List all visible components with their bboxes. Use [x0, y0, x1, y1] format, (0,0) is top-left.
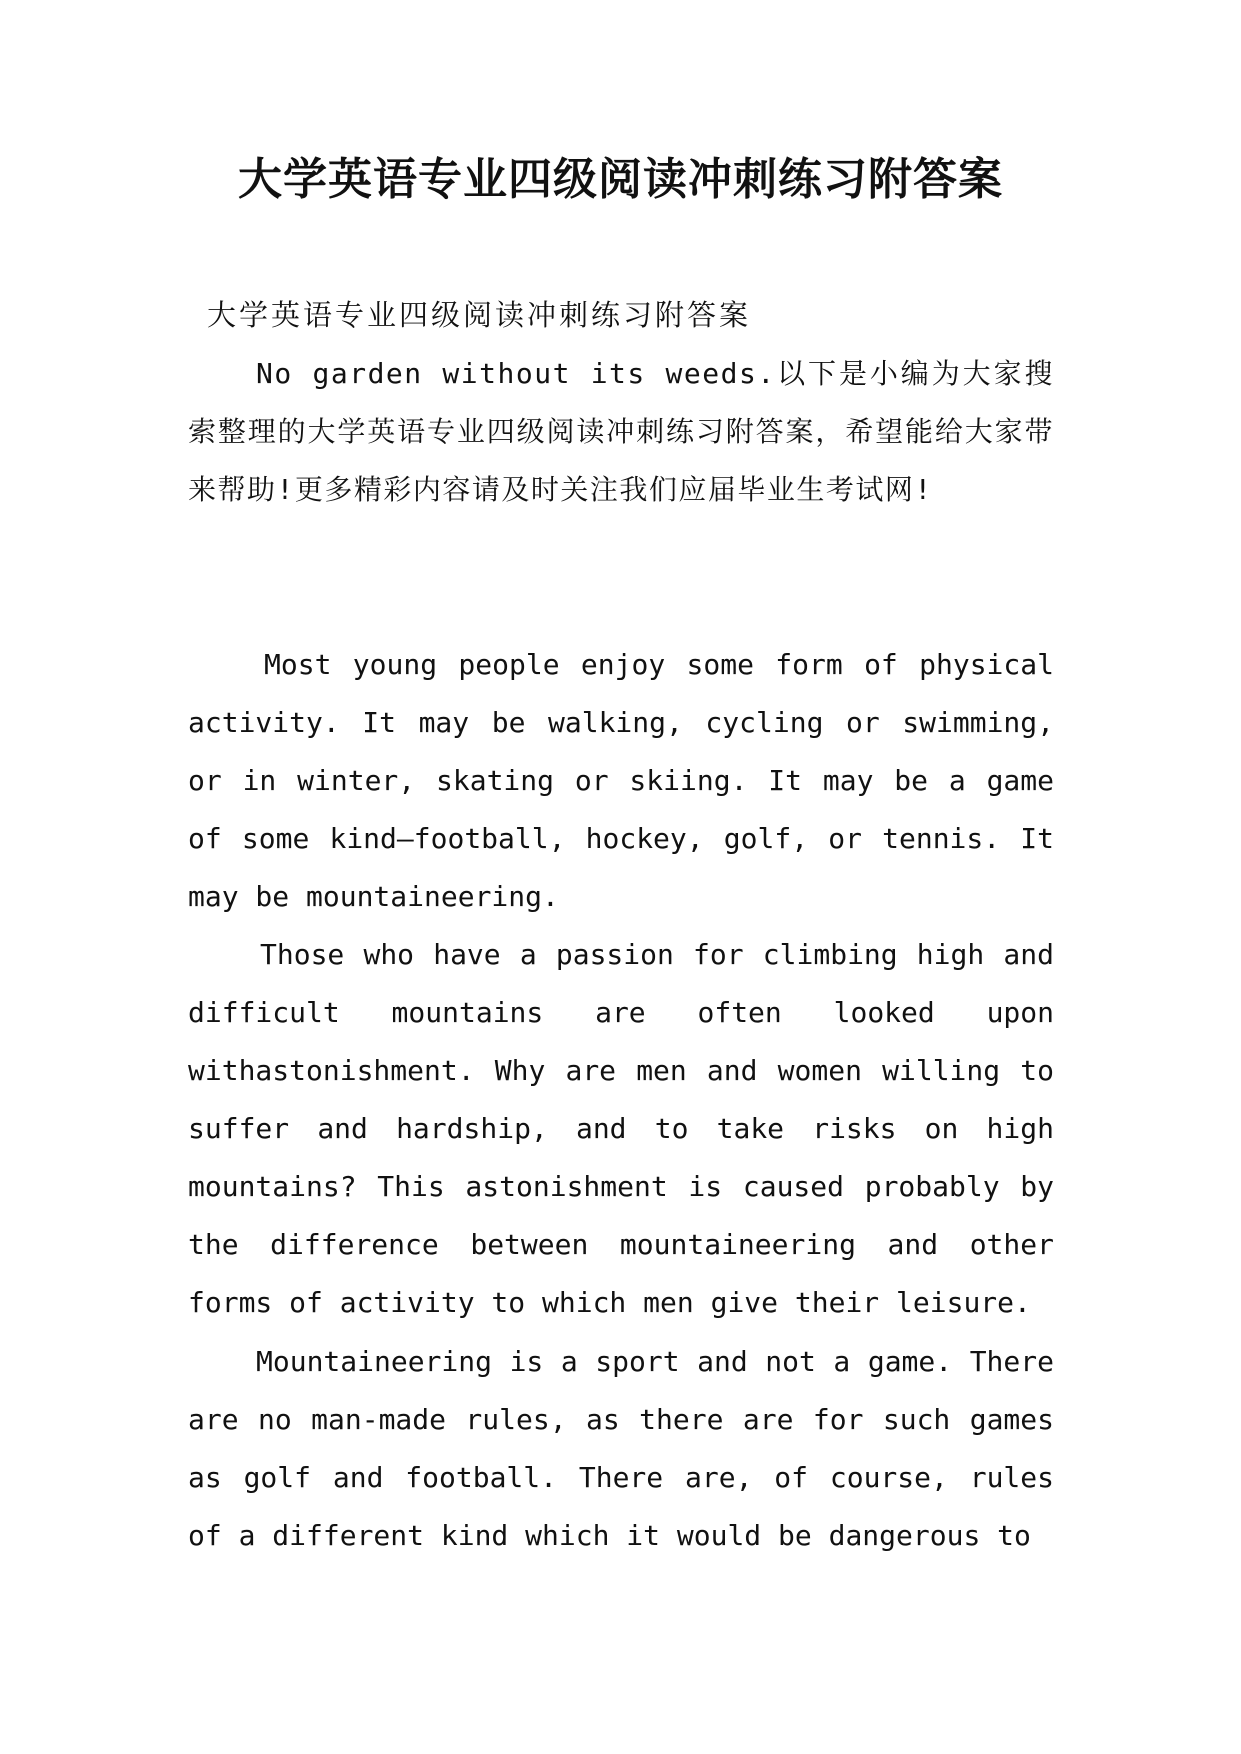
document-title: 大学英语专业四级阅读冲刺练习附答案	[238, 154, 1003, 205]
intro-paragraph: No garden without its weeds.以下是小编为大家搜索整理的大学英语专业四级阅读冲刺练习附答案，希望能给大家带来帮助!更多精彩内容请及时关注我们应届毕业生考试网!	[188, 357, 1054, 506]
body-paragraph-1: Most young people enjoy some form of physical activity. It may be walking, cycling or swimming, or in winter, skating or skiing. It may be a game of some kind—football, hockey, golf, or tennis. It may be mountaineering.	[188, 648, 1054, 913]
body-paragraph-3: Mountaineering is a sport and not a game. There are no man-made rules, as there are for such games as golf and football. There are, of course, rules of a different kind which it would be dangerous to	[188, 1345, 1054, 1552]
document-subtitle: 大学英语专业四级阅读冲刺练习附答案	[207, 298, 752, 332]
body-paragraph-2: Those who have a passion for climbing high and difficult mountains are often looked upon withastonishment. Why are men and women willing to suffer and hardship, and to take risks on high mountains? This astonishment is caused probably by the difference between mountaineering and other forms of activity to which men give their leisure.	[188, 938, 1054, 1319]
